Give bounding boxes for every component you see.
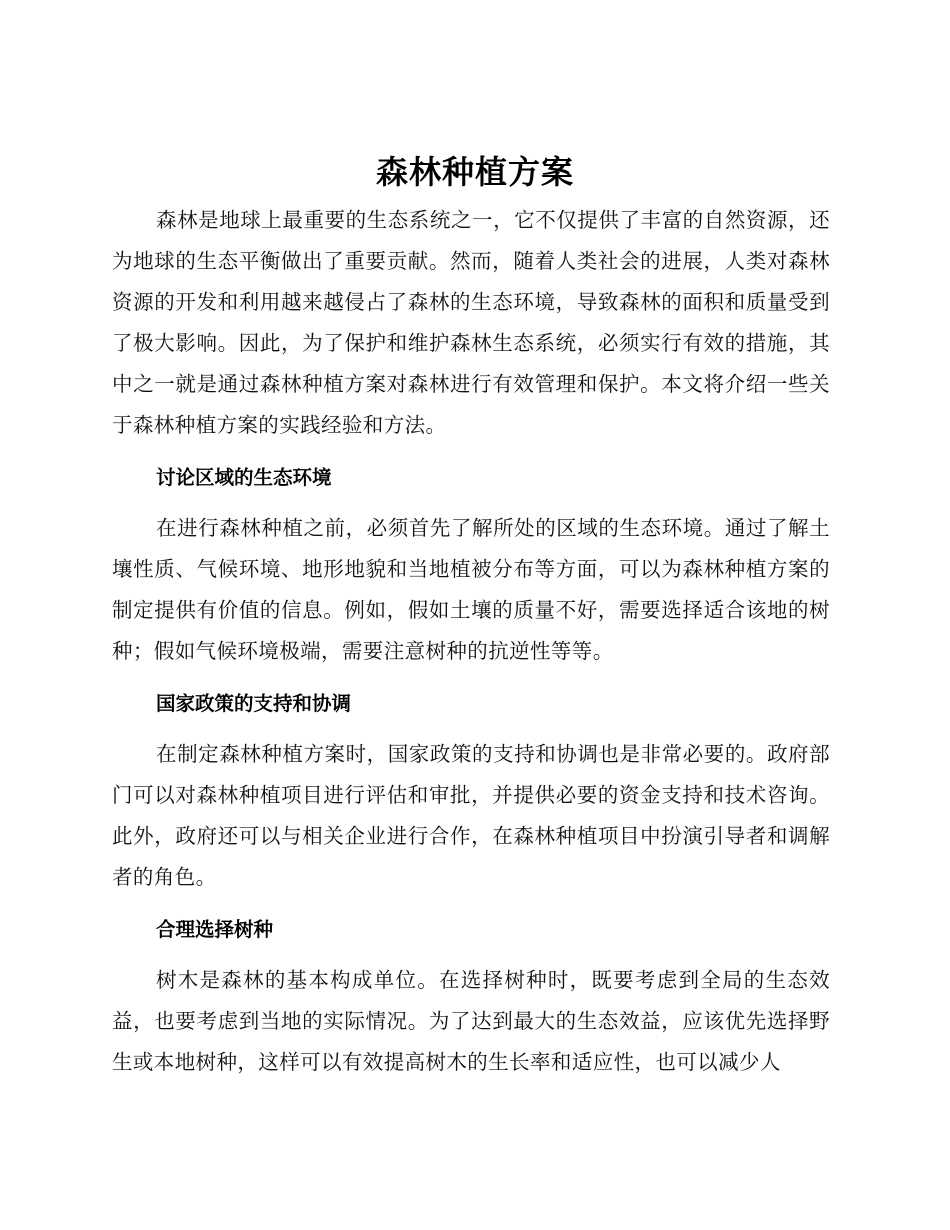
section-heading-policy: 国家政策的支持和协调 — [156, 692, 352, 715]
document-title: 森林种植方案 — [375, 153, 574, 191]
section-paragraph-ecology: 在进行森林种植之前，必须首先了解所处的区域的生态环境。通过了解土壤性质、气候环境、地形地貌和当地植被分布等方面，可以为森林种植方案的制定提供有价值的信息。例如，假如土壤的质量不好，需要选择适合该地的树种；假如气候环境极端，需要注意树种的抗逆性等等。 — [112, 516, 830, 663]
section-heading-ecology: 讨论区域的生态环境 — [156, 466, 332, 489]
document-body — [112, 200, 830, 1083]
intro-paragraph: 森林是地球上最重要的生态系统之一，它不仅提供了丰富的自然资源，还为地球的生态平衡做出了重要贡献。然而，随着人类社会的进展，人类对森林资源的开发和利用越来越侵占了森林的生态环境，导致森林的面积和质量受到了极大影响。因此，为了保护和维护森林生态系统，必须实行有效的措施，其中之一就是通过森林种植方案对森林进行有效管理和保护。本文将介绍一些关于森林种植方案的实践经验和方法。 — [112, 208, 830, 437]
section-heading-tree-species: 合理选择树种 — [156, 918, 274, 941]
section-paragraph-tree-species: 树木是森林的基本构成单位。在选择树种时，既要考虑到全局的生态效益，也要考虑到当地的实际情况。为了达到最大的生态效益，应该优先选择野生或本地树种，这样可以有效提高树木的生长率和适应性，也可以减少人 — [112, 968, 830, 1074]
section-paragraph-policy: 在制定森林种植方案时，国家政策的支持和协调也是非常必要的。政府部门可以对森林种植项目进行评估和审批，并提供必要的资金支持和技术咨询。此外，政府还可以与相关企业进行合作，在森林种植项目中扮演引导者和调解者的角色。 — [112, 742, 830, 889]
